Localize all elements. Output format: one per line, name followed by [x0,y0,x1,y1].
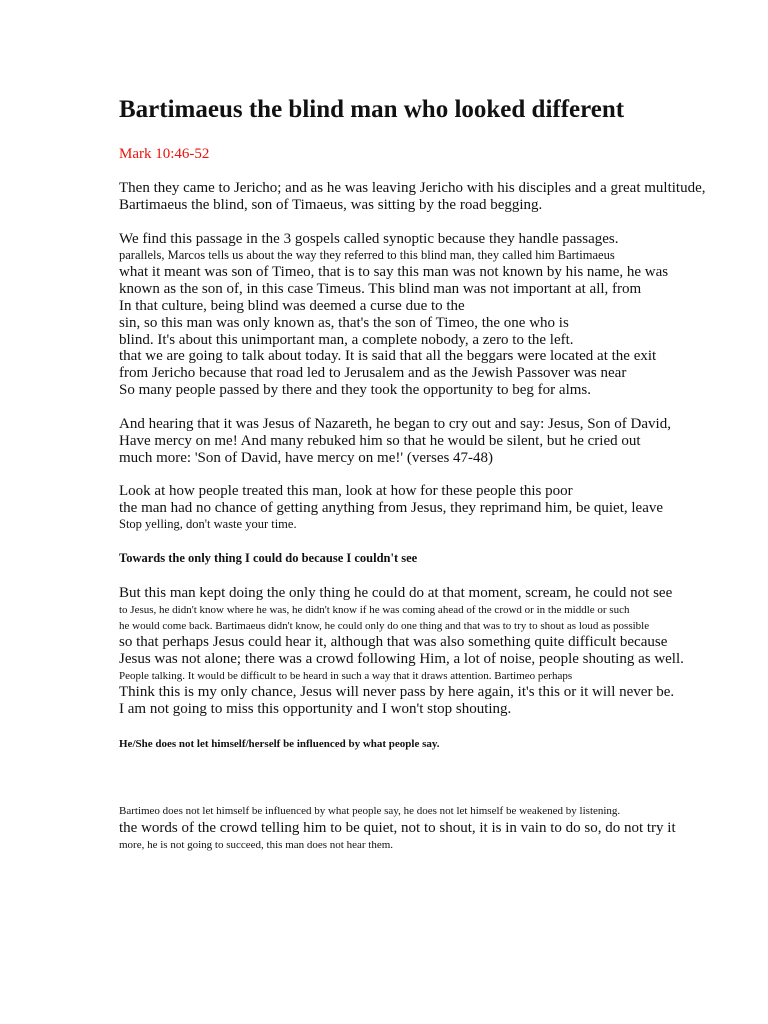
document-page [119,0,729,1024]
text-line: I am not going to miss this opportunity and I won't stop shouting. [119,701,512,717]
text-line: the words of the crowd telling him to be quiet, not to shout, it is in vain to do so, do not try it [119,820,676,836]
text-line: Bartimeo does not let himself be influenced by what people say, he does not let himself be weakened by listening. [119,805,621,817]
text-line: from Jericho because that road led to Jerusalem and as the Jewish Passover was near [119,365,627,381]
section-heading: Towards the only thing I could do because I couldn't see [119,551,418,565]
text-line: blind. It's about this unimportant man, a complete nobody, a zero to the left. [119,332,574,348]
text-line: And hearing that it was Jesus of Nazareth, he began to cry out and say: Jesus, Son of David, [119,416,671,432]
text-line: so that perhaps Jesus could hear it, although that was also something quite difficult because [119,634,668,650]
text-line: known as the son of, in this case Timeus. This blind man was not important at all, from [119,281,642,297]
text-line: the man had no chance of getting anything from Jesus, they reprimand him, be quiet, leave [119,500,664,516]
text-line: to Jesus, he didn't know where he was, he didn't know if he was coming ahead of the crowd or in the middle or such [119,604,630,616]
text-line: But this man kept doing the only thing he could do at that moment, scream, he could not see [119,585,673,601]
text-line: Bartimaeus the blind, son of Timaeus, was sitting by the road begging. [119,197,543,213]
section-heading: He/She does not let himself/herself be influenced by what people say. [119,738,440,750]
text-line: more, he is not going to succeed, this man does not hear them. [119,839,394,851]
text-line: Think this is my only chance, Jesus will never pass by here again, it's this or it will never be. [119,684,675,700]
text-line: parallels, Marcos tells us about the way they referred to this blind man, they called him Bartimaeus [119,248,615,262]
text-line: what it meant was son of Timeo, that is to say this man was not known by his name, he was [119,264,669,280]
text-line: People talking. It would be difficult to be heard in such a way that it draws attention. Bartimeo perhaps [119,670,573,682]
text-line: much more: 'Son of David, have mercy on me!' (verses 47-48) [119,450,494,466]
text-line: Jesus was not alone; there was a crowd following Him, a lot of noise, people shouting as well. [119,651,684,667]
text-line: Then they came to Jericho; and as he was leaving Jericho with his disciples and a great multitude, [119,180,706,196]
text-line: In that culture, being blind was deemed a curse due to the [119,298,465,314]
document-title: Bartimaeus the blind man who looked different [119,96,625,123]
text-line: that we are going to talk about today. It is said that all the beggars were located at the exit [119,348,657,364]
scripture-reference: Mark 10:46-52 [119,146,210,162]
text-line: Have mercy on me! And many rebuked him so that he would be silent, but he cried out [119,433,641,449]
text-line: Look at how people treated this man, look at how for these people this poor [119,483,573,499]
text-line: Stop yelling, don't waste your time. [119,517,297,531]
text-line: So many people passed by there and they took the opportunity to beg for alms. [119,382,591,398]
text-line: he would come back. Bartimaeus didn't know, he could only do one thing and that was to try to shout as loud as possible [119,620,650,632]
text-line: We find this passage in the 3 gospels called synoptic because they handle passages. [119,231,619,247]
text-line: sin, so this man was only known as, that's the son of Timeo, the one who is [119,315,569,331]
